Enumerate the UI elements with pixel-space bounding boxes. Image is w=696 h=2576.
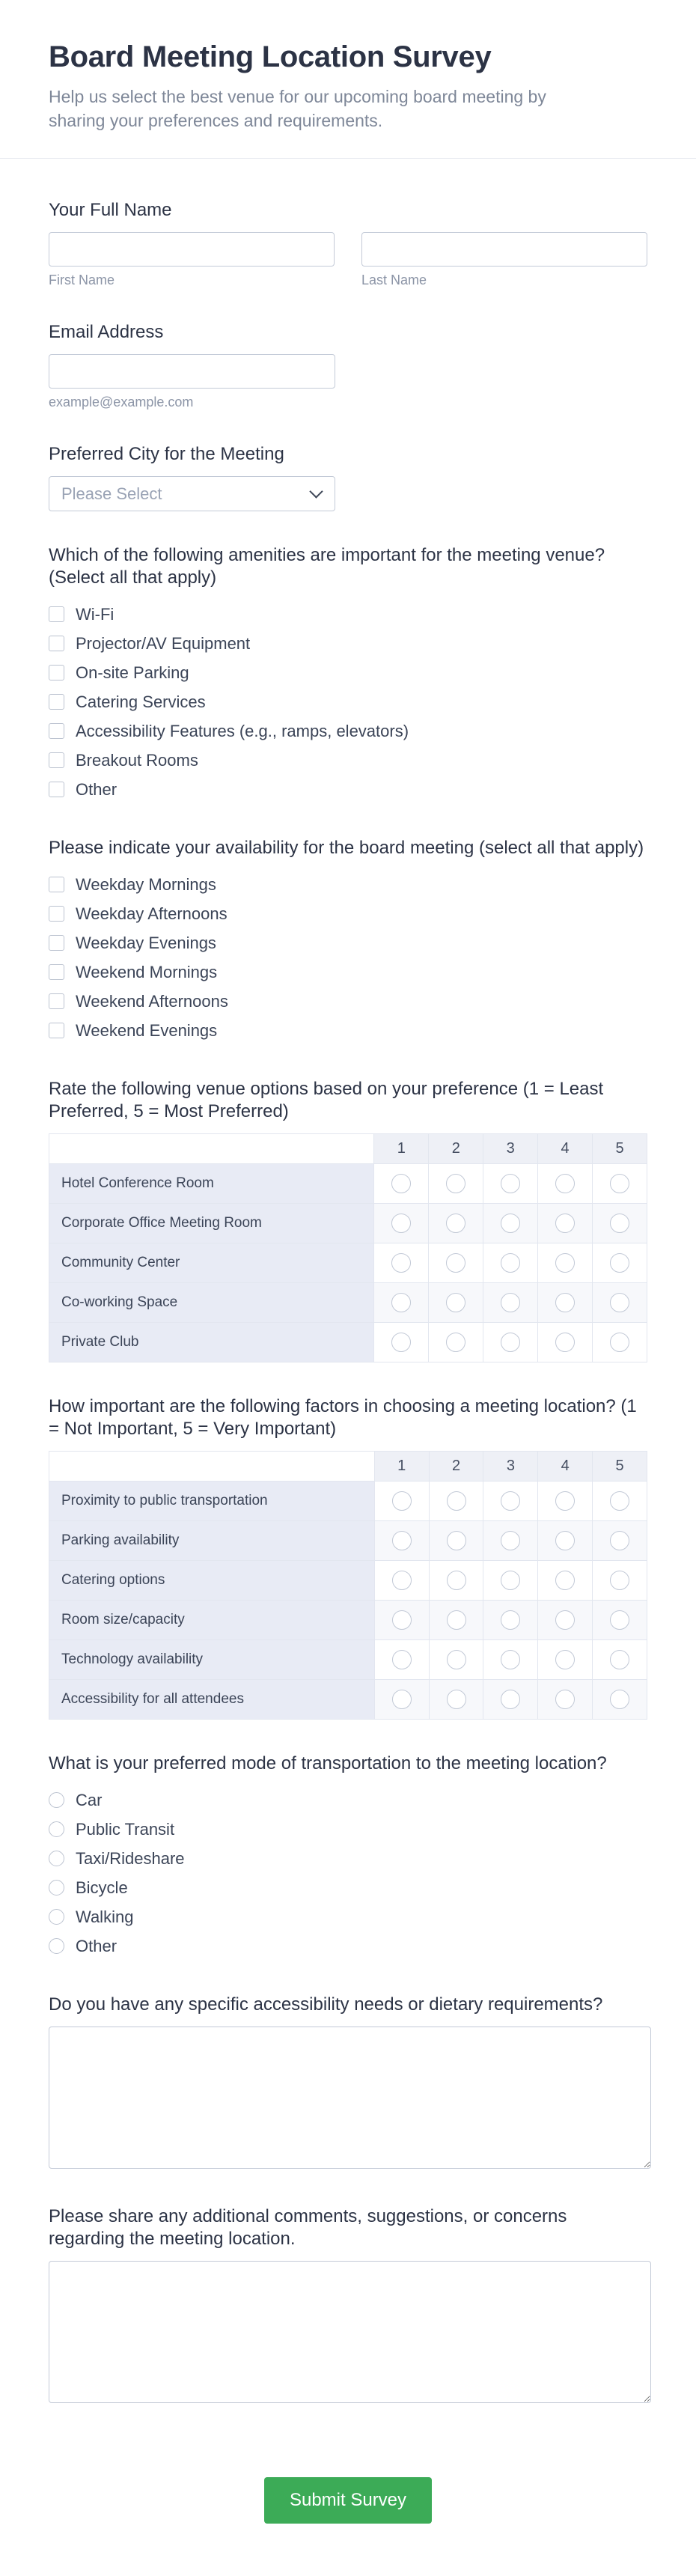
checkbox-option[interactable]: [49, 600, 647, 629]
matrix-radio-cell[interactable]: [429, 1283, 483, 1323]
radio-button[interactable]: [392, 1491, 412, 1511]
matrix-radio-cell[interactable]: [538, 1601, 593, 1640]
checkbox[interactable]: [49, 906, 64, 922]
matrix-radio-cell[interactable]: [483, 1521, 538, 1561]
checkbox-label[interactable]: Weekday Evenings: [76, 933, 216, 952]
checkbox[interactable]: [49, 752, 64, 768]
matrix-radio-cell[interactable]: [374, 1561, 429, 1601]
matrix-row: [49, 1601, 647, 1640]
checkbox-option[interactable]: [49, 658, 647, 687]
matrix-radio-cell[interactable]: [593, 1243, 647, 1283]
radio-button[interactable]: [501, 1571, 520, 1590]
radio-button[interactable]: [610, 1571, 629, 1590]
matrix-row: [49, 1283, 647, 1323]
checkbox-label[interactable]: Weekend Afternoons: [76, 991, 228, 1011]
radio-button[interactable]: [49, 1909, 64, 1925]
matrix-column-header: 3: [483, 1134, 538, 1164]
matrix-radio-cell[interactable]: [593, 1521, 647, 1561]
venue-matrix-table: [49, 1133, 647, 1362]
email-sublabel: example@example.com: [49, 395, 194, 409]
question-availability: [49, 837, 647, 1045]
submit-button[interactable]: Submit Survey: [264, 2477, 432, 2524]
checkbox-label[interactable]: On-site Parking: [76, 663, 189, 682]
radio-button[interactable]: [447, 1690, 466, 1709]
radio-button[interactable]: [392, 1531, 412, 1550]
radio-button[interactable]: [49, 1821, 64, 1837]
matrix-row-label: Parking availability: [49, 1521, 375, 1561]
matrix-row: [49, 1243, 647, 1283]
radio-button[interactable]: [446, 1333, 465, 1352]
radio-button[interactable]: [610, 1174, 629, 1193]
matrix-radio-cell[interactable]: [374, 1521, 429, 1561]
radio-button[interactable]: [501, 1531, 520, 1550]
question-label: What is your preferred mode of transportation to the meeting location?: [49, 1753, 607, 1773]
question-amenities: [49, 544, 647, 804]
matrix-row-label: Community Center: [49, 1243, 374, 1283]
matrix-radio-cell[interactable]: [374, 1204, 429, 1243]
checkbox-option[interactable]: [49, 775, 647, 804]
radio-option[interactable]: [49, 1902, 647, 1931]
matrix-row-label: Catering options: [49, 1561, 375, 1601]
checkbox-label[interactable]: Weekday Afternoons: [76, 904, 228, 923]
matrix-column-header: 2: [429, 1452, 483, 1482]
matrix-radio-cell[interactable]: [538, 1482, 593, 1521]
survey-form: [0, 159, 696, 2576]
matrix-radio-cell[interactable]: [593, 1561, 647, 1601]
radio-option[interactable]: [49, 1815, 647, 1844]
submit-row: [49, 2440, 647, 2576]
matrix-radio-cell[interactable]: [593, 1204, 647, 1243]
radio-button[interactable]: [555, 1214, 575, 1233]
radio-button[interactable]: [555, 1174, 575, 1193]
matrix-radio-cell[interactable]: [374, 1640, 429, 1680]
question-label: How important are the following factors in choosing a meeting location? (1 = Not Important, 5 = Very Important): [49, 1396, 637, 1439]
question-accessibility-needs: [49, 1994, 647, 2172]
city-select[interactable]: [49, 476, 335, 511]
question-factors-matrix: [49, 1395, 647, 1720]
matrix-radio-cell[interactable]: [483, 1323, 538, 1362]
matrix-row-label: Proximity to public transportation: [49, 1482, 375, 1521]
radio-button[interactable]: [391, 1293, 411, 1312]
radio-button[interactable]: [501, 1253, 520, 1273]
checkbox[interactable]: [49, 993, 64, 1009]
page-title: Board Meeting Location Survey: [49, 40, 492, 73]
matrix-radio-cell[interactable]: [483, 1283, 538, 1323]
matrix-radio-cell[interactable]: [538, 1640, 593, 1680]
checkbox-label[interactable]: Other: [76, 779, 117, 799]
radio-button[interactable]: [447, 1650, 466, 1669]
matrix-radio-cell[interactable]: [374, 1482, 429, 1521]
checkbox-label[interactable]: Weekend Evenings: [76, 1020, 218, 1040]
checkbox-option[interactable]: [49, 629, 647, 658]
radio-button[interactable]: [447, 1531, 466, 1550]
matrix-radio-cell[interactable]: [593, 1482, 647, 1521]
checkbox-option[interactable]: [49, 928, 647, 957]
radio-button[interactable]: [610, 1690, 629, 1709]
matrix-row: [49, 1521, 647, 1561]
matrix-radio-cell[interactable]: [374, 1323, 429, 1362]
matrix-corner-cell: [49, 1134, 374, 1164]
radio-button[interactable]: [446, 1214, 465, 1233]
question-label: Rate the following venue options based on your preference (1 = Least Preferred, 5 = Most Preferred): [49, 1079, 604, 1121]
matrix-column-header: 1: [374, 1134, 429, 1164]
matrix-radio-cell[interactable]: [538, 1323, 593, 1362]
radio-button[interactable]: [49, 1880, 64, 1896]
checkbox-label[interactable]: Accessibility Features (e.g., ramps, elevators): [76, 721, 409, 740]
radio-button[interactable]: [501, 1610, 520, 1630]
matrix-radio-cell[interactable]: [429, 1601, 483, 1640]
radio-button[interactable]: [610, 1491, 629, 1511]
question-email: [49, 321, 647, 410]
checkbox-option[interactable]: [49, 899, 647, 928]
radio-button[interactable]: [391, 1253, 411, 1273]
radio-button[interactable]: [447, 1610, 466, 1630]
checkbox-option[interactable]: [49, 957, 647, 987]
radio-option[interactable]: [49, 1844, 647, 1873]
matrix-radio-cell[interactable]: [429, 1482, 483, 1521]
matrix-row: [49, 1640, 647, 1680]
radio-button[interactable]: [610, 1214, 629, 1233]
radio-button[interactable]: [392, 1650, 412, 1669]
radio-button[interactable]: [555, 1571, 575, 1590]
accessibility-needs-textarea[interactable]: [49, 2027, 651, 2169]
last-name-input[interactable]: [361, 232, 647, 267]
radio-button[interactable]: [501, 1333, 520, 1352]
matrix-radio-cell[interactable]: [538, 1561, 593, 1601]
matrix-radio-cell[interactable]: [538, 1283, 593, 1323]
radio-option[interactable]: [49, 1785, 647, 1815]
matrix-radio-cell[interactable]: [429, 1204, 483, 1243]
radio-label[interactable]: Taxi/Rideshare: [76, 1848, 185, 1868]
matrix-radio-cell[interactable]: [429, 1640, 483, 1680]
radio-button[interactable]: [555, 1293, 575, 1312]
matrix-row: [49, 1323, 647, 1362]
matrix-radio-cell[interactable]: [429, 1521, 483, 1561]
last-name-sublabel: Last Name: [361, 272, 427, 287]
matrix-column-header: 1: [374, 1452, 429, 1482]
radio-label[interactable]: Other: [76, 1936, 117, 1955]
matrix-radio-cell[interactable]: [374, 1601, 429, 1640]
checkbox-label[interactable]: Catering Services: [76, 692, 206, 711]
matrix-row-label: Hotel Conference Room: [49, 1164, 374, 1204]
comments-textarea[interactable]: [49, 2261, 651, 2403]
checkbox-option[interactable]: [49, 1016, 647, 1045]
matrix-radio-cell[interactable]: [593, 1601, 647, 1640]
radio-label[interactable]: Public Transit: [76, 1819, 175, 1839]
matrix-radio-cell[interactable]: [429, 1561, 483, 1601]
checkbox[interactable]: [49, 877, 64, 892]
matrix-radio-cell[interactable]: [429, 1680, 483, 1720]
radio-label[interactable]: Walking: [76, 1907, 134, 1926]
matrix-radio-cell[interactable]: [374, 1680, 429, 1720]
matrix-radio-cell[interactable]: [593, 1283, 647, 1323]
matrix-row-label: Corporate Office Meeting Room: [49, 1204, 374, 1243]
radio-button[interactable]: [501, 1690, 520, 1709]
email-input[interactable]: [49, 354, 335, 389]
matrix-radio-cell[interactable]: [483, 1601, 538, 1640]
checkbox-label[interactable]: Breakout Rooms: [76, 750, 198, 770]
matrix-radio-cell[interactable]: [593, 1640, 647, 1680]
matrix-radio-cell[interactable]: [483, 1243, 538, 1283]
radio-button[interactable]: [555, 1650, 575, 1669]
radio-label[interactable]: Bicycle: [76, 1878, 128, 1897]
matrix-radio-cell[interactable]: [374, 1243, 429, 1283]
radio-label[interactable]: Car: [76, 1790, 103, 1809]
question-label: Which of the following amenities are important for the meeting venue? (Select all that apply): [49, 545, 605, 588]
checkbox[interactable]: [49, 694, 64, 710]
matrix-column-header: 2: [429, 1134, 483, 1164]
checkbox[interactable]: [49, 935, 64, 951]
matrix-row-label: Co-working Space: [49, 1283, 374, 1323]
checkbox-label[interactable]: Projector/AV Equipment: [76, 633, 251, 653]
radio-button[interactable]: [501, 1491, 520, 1511]
radio-button[interactable]: [610, 1610, 629, 1630]
question-city: [49, 443, 647, 511]
matrix-row: [49, 1164, 647, 1204]
matrix-column-header: 4: [538, 1452, 593, 1482]
radio-button[interactable]: [555, 1610, 575, 1630]
matrix-corner-cell: [49, 1452, 375, 1482]
factors-matrix-table: [49, 1451, 647, 1720]
matrix-radio-cell[interactable]: [374, 1164, 429, 1204]
question-label: Email Address: [49, 322, 164, 342]
radio-option[interactable]: [49, 1931, 647, 1961]
matrix-column-header: 5: [593, 1452, 647, 1482]
radio-button[interactable]: [447, 1571, 466, 1590]
question-label: Please indicate your availability for the board meeting (select all that apply): [49, 838, 644, 858]
matrix-column-header: 4: [538, 1134, 593, 1164]
matrix-radio-cell[interactable]: [483, 1561, 538, 1601]
question-label: Preferred City for the Meeting: [49, 444, 284, 464]
radio-button[interactable]: [49, 1938, 64, 1954]
radio-button[interactable]: [610, 1333, 629, 1352]
matrix-radio-cell[interactable]: [483, 1482, 538, 1521]
matrix-column-header: 3: [483, 1452, 538, 1482]
radio-button[interactable]: [446, 1253, 465, 1273]
radio-button[interactable]: [447, 1491, 466, 1511]
matrix-radio-cell[interactable]: [483, 1204, 538, 1243]
checkbox[interactable]: [49, 782, 64, 797]
matrix-radio-cell[interactable]: [374, 1283, 429, 1323]
matrix-row: [49, 1680, 647, 1720]
question-label: Your Full Name: [49, 200, 172, 220]
matrix-radio-cell[interactable]: [538, 1204, 593, 1243]
checkbox-option[interactable]: [49, 987, 647, 1016]
radio-button[interactable]: [392, 1571, 412, 1590]
matrix-row: [49, 1482, 647, 1521]
checkbox-label[interactable]: Weekend Mornings: [76, 962, 218, 981]
matrix-radio-cell[interactable]: [538, 1164, 593, 1204]
radio-button[interactable]: [501, 1174, 520, 1193]
radio-button[interactable]: [555, 1253, 575, 1273]
radio-button[interactable]: [391, 1174, 411, 1193]
checkbox-label[interactable]: Weekday Mornings: [76, 874, 216, 894]
matrix-radio-cell[interactable]: [538, 1243, 593, 1283]
matrix-radio-cell[interactable]: [483, 1680, 538, 1720]
radio-button[interactable]: [392, 1610, 412, 1630]
matrix-radio-cell[interactable]: [429, 1164, 483, 1204]
radio-button[interactable]: [555, 1690, 575, 1709]
matrix-radio-cell[interactable]: [538, 1521, 593, 1561]
radio-button[interactable]: [391, 1333, 411, 1352]
radio-button[interactable]: [610, 1650, 629, 1669]
checkbox[interactable]: [49, 1023, 64, 1038]
radio-button[interactable]: [391, 1214, 411, 1233]
radio-button[interactable]: [555, 1491, 575, 1511]
radio-button[interactable]: [555, 1333, 575, 1352]
radio-button[interactable]: [610, 1253, 629, 1273]
form-header: [0, 0, 696, 159]
radio-button[interactable]: [501, 1293, 520, 1312]
radio-button[interactable]: [49, 1792, 64, 1808]
checkbox-option[interactable]: [49, 687, 647, 716]
matrix-row-label: Accessibility for all attendees: [49, 1680, 375, 1720]
radio-button[interactable]: [610, 1293, 629, 1312]
matrix-radio-cell[interactable]: [593, 1680, 647, 1720]
first-name-input[interactable]: [49, 232, 335, 267]
matrix-row-label: Private Club: [49, 1323, 374, 1362]
checkbox[interactable]: [49, 636, 64, 651]
checkbox[interactable]: [49, 723, 64, 739]
first-name-sublabel: First Name: [49, 272, 115, 287]
radio-button[interactable]: [446, 1174, 465, 1193]
question-full-name: [49, 199, 647, 288]
matrix-row: [49, 1204, 647, 1243]
question-label: Please share any additional comments, suggestions, or concerns regarding the meeting location.: [49, 2206, 567, 2249]
matrix-radio-cell[interactable]: [429, 1243, 483, 1283]
page-subtitle: Help us select the best venue for our upcoming board meeting by sharing your preferences and requirements.: [49, 87, 546, 130]
checkbox-label[interactable]: Wi-Fi: [76, 604, 115, 624]
radio-button[interactable]: [446, 1293, 465, 1312]
radio-button[interactable]: [501, 1214, 520, 1233]
checkbox-option[interactable]: [49, 716, 647, 746]
matrix-radio-cell[interactable]: [593, 1164, 647, 1204]
matrix-row-label: Technology availability: [49, 1640, 375, 1680]
checkbox[interactable]: [49, 606, 64, 622]
city-select-placeholder: Please Select: [61, 484, 162, 503]
checkbox-option[interactable]: [49, 746, 647, 775]
radio-button[interactable]: [501, 1650, 520, 1669]
matrix-row: [49, 1561, 647, 1601]
radio-button[interactable]: [49, 1851, 64, 1866]
matrix-radio-cell[interactable]: [538, 1680, 593, 1720]
matrix-radio-cell[interactable]: [593, 1323, 647, 1362]
chevron-down-icon: [309, 484, 323, 498]
matrix-radio-cell[interactable]: [483, 1164, 538, 1204]
checkbox[interactable]: [49, 964, 64, 980]
checkbox-option[interactable]: [49, 870, 647, 899]
question-label: Do you have any specific accessibility needs or dietary requirements?: [49, 1994, 603, 2015]
question-transport: [49, 1753, 647, 1961]
radio-button[interactable]: [610, 1531, 629, 1550]
radio-button[interactable]: [555, 1531, 575, 1550]
matrix-radio-cell[interactable]: [483, 1640, 538, 1680]
matrix-radio-cell[interactable]: [429, 1323, 483, 1362]
radio-option[interactable]: [49, 1873, 647, 1902]
question-venue-matrix: [49, 1078, 647, 1362]
matrix-row-label: Room size/capacity: [49, 1601, 375, 1640]
question-comments: [49, 2205, 647, 2407]
radio-button[interactable]: [392, 1690, 412, 1709]
checkbox[interactable]: [49, 665, 64, 680]
matrix-column-header: 5: [593, 1134, 647, 1164]
